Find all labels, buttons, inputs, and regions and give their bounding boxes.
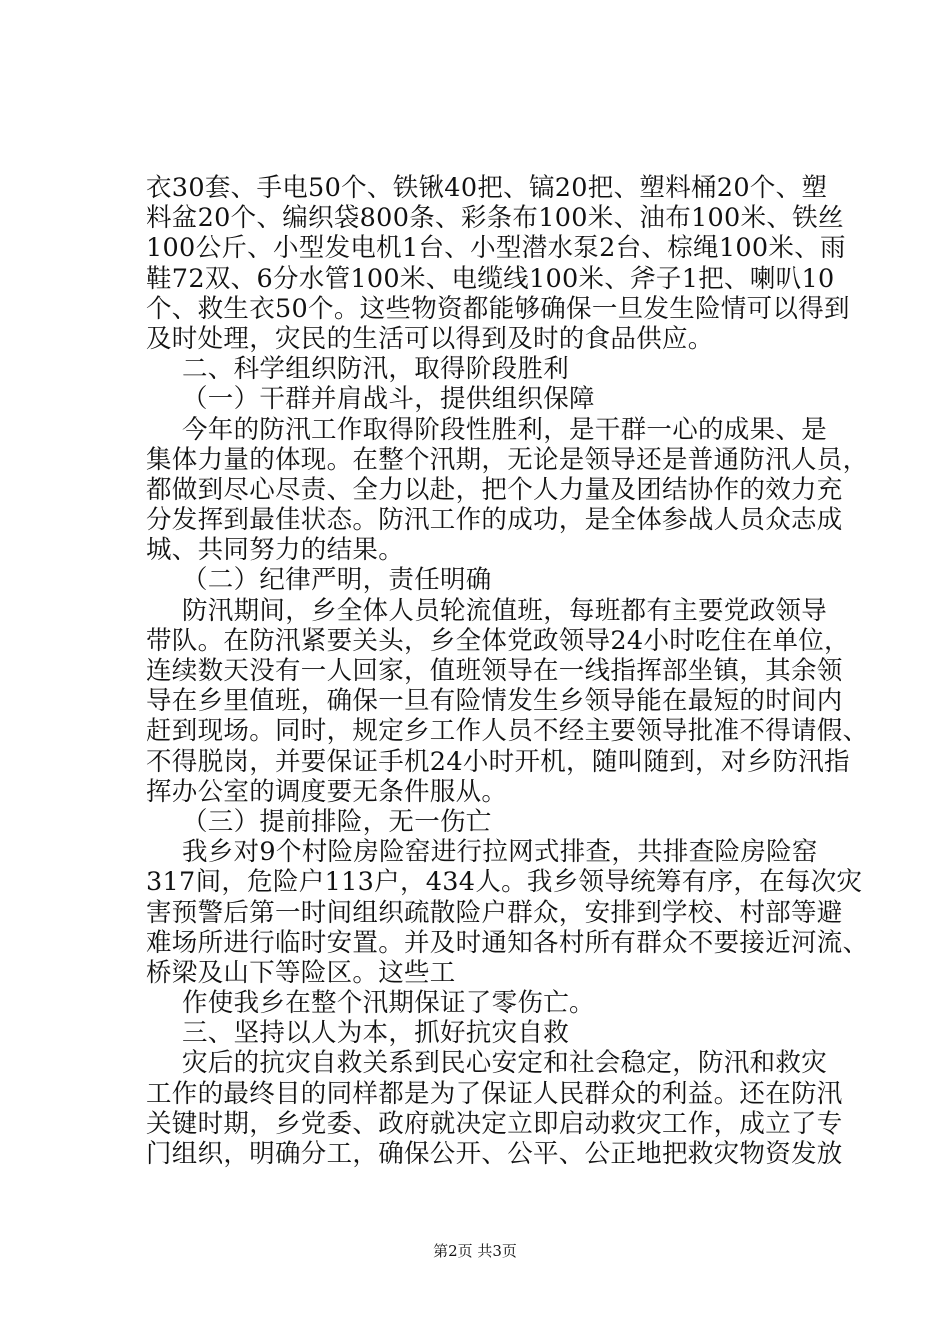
text-line: 防汛期间，乡全体人员轮流值班，每班都有主要党政领导	[182, 595, 828, 626]
text-line: 导在乡里值班，确保一旦有险情发生乡领导能在最短的时间内	[146, 686, 843, 717]
text-line: 工作的最终目的同样都是为了保证人民群众的利益。还在防汛	[146, 1078, 843, 1109]
text-line: 二、科学组织防汛，取得阶段胜利	[182, 354, 570, 385]
text-line: 桥梁及山下等险区。这些工	[146, 957, 456, 988]
text-line: 鞋72双、6分水管100米、电缆线100米、斧子1把、喇叭10	[146, 263, 835, 294]
text-line: 关键时期，乡党委、政府就决定立即启动救灾工作，成立了专	[146, 1108, 843, 1139]
text-line: 害预警后第一时间组织疏散险户群众，安排到学校、村部等避	[146, 897, 843, 928]
text-line: 带队。在防汛紧要关头，乡全体党政领导24小时吃住在单位，	[146, 625, 850, 656]
body-text	[146, 173, 869, 1169]
text-line: 都做到尽心尽责、全力以赴，把个人力量及团结协作的效力充	[146, 474, 843, 505]
page-footer: 第2页 共3页	[433, 1242, 517, 1260]
text-line: 作使我乡在整个汛期保证了零伤亡。	[182, 988, 595, 1019]
text-line: 及时处理，灾民的生活可以得到及时的食品供应。	[146, 323, 714, 354]
text-line: 317间，危险户113户，434人。我乡领导统筹有序，在每次灾	[146, 867, 863, 898]
text-line: 难场所进行临时安置。并及时通知各村所有群众不要接近河流、	[146, 927, 869, 958]
text-line: 衣30套、手电50个、铁锹40把、镐20把、塑料桶20个、塑	[146, 173, 828, 203]
text-line: 分发挥到最佳状态。防汛工作的成功，是全体参战人员众志成	[146, 505, 843, 536]
text-line: 城、共同努力的结果。	[146, 535, 405, 566]
text-line: （一）干群并肩战斗，提供组织保障	[182, 384, 595, 415]
text-line: 连续数天没有一人回家，值班领导在一线指挥部坐镇，其余领	[146, 656, 843, 686]
text-line: 我乡对9个村险房险窑进行拉网式排查，共排查险房险窑	[182, 837, 818, 868]
text-line: 挥办公室的调度要无条件服从。	[146, 776, 508, 807]
text-line: 料盆20个、编织袋800条、彩条布100米、油布100米、铁丝	[146, 203, 844, 234]
text-line: 今年的防汛工作取得阶段性胜利，是干群一心的成果、是	[182, 414, 828, 445]
text-line: 100公斤、小型发电机1台、小型潜水泵2台、棕绳100米、雨	[146, 233, 846, 264]
text-line: （三）提前排险，无一伤亡	[182, 806, 492, 837]
text-line: 个、救生衣50个。这些物资都能够确保一旦发生险情可以得到	[146, 293, 850, 324]
text-line: 门组织，明确分工，确保公开、公平、公正地把救灾物资发放	[146, 1139, 843, 1169]
text-line: （二）纪律严明，责任明确	[182, 565, 492, 596]
text-line: 灾后的抗灾自救关系到民心安定和社会稳定，防汛和救灾	[182, 1048, 828, 1079]
text-line: 集体力量的体现。在整个汛期，无论是领导还是普通防汛人员，	[146, 444, 869, 475]
text-line: 不得脱岗，并要保证手机24小时开机，随叫随到，对乡防汛指	[146, 746, 850, 777]
text-line: 赶到现场。同时，规定乡工作人员不经主要领导批准不得请假、	[146, 716, 869, 747]
text-line: 三、坚持以人为本，抓好抗灾自救	[182, 1018, 570, 1049]
